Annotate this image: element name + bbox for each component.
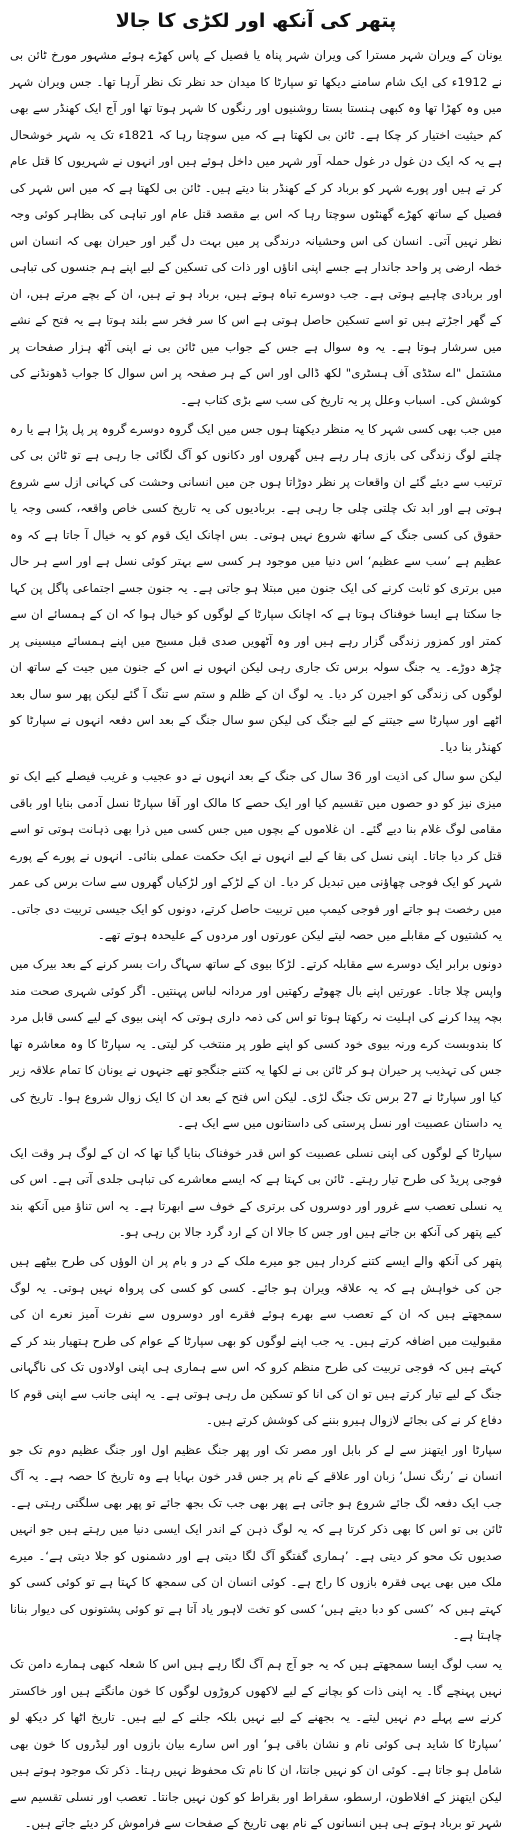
- paragraph-2: میں جب بھی کسی شہر کا یہ منظر دیکھتا ہوں جس میں ایک گروہ دوسرے گروہ پر پل پڑا ہے یا رہ چلتے لوگ زندگی کی بازی ہار رہے ہیں گھروں اور دکانوں کو آگ لگائی جا رہی ہے تو ٹائن بی کی ترتیب سے دیئے گئے ان واقعات پر نظر دوڑاتا ہوں جن میں انسانی وحشت کی کہانی ازل سے شروع ہوتی ہے اور ابد تک چلتی چلی جا رہی ہے۔ بربادیوں کی یہ تاریخ کسی خاص واقعہ، کسی وجہ یا حقوق کی کسی جنگ کے ساتھ شروع نہیں ہوتی۔ بس اچانک ایک قوم کو یہ خیال آ جاتا ہے کہ وہ عظیم ہے ’سب سے عظیم‘ اس دنیا میں موجود ہر کسی سے بہتر کوئی نسل ہے اور اسے ہر حال میں برتری کو ثابت کرنے کی ایک جنون میں مبتلا ہو جاتی ہے۔ یہ جنون جسے اجتماعی پاگل پن کہا جا سکتا ہے ایسا خوفناک ہوتا ہے کہ اچانک سپارٹا کے لوگوں کو خیال ہوا کہ ان کے ہمسائے ان سے کمتر اور کمزور زندگی گزار رہے ہیں اور وہ آٹھویں صدی قبل مسیح میں اپنے ہمسائے میسینی پر چڑھ دوڑے۔ یہ جنگ سولہ برس تک جاری رہی لیکن انہوں نے اس کے جنون میں جیت کے ساتھ ان لوگوں کی زندگی کو اجیرن کر دیا۔ یہ لوگ ان کے ظلم و ستم سے تنگ آ گئے لیکن پھر سو سال بعد اٹھے اور سپارٹا سے جیتنے کے لیے جنگ کی لیکن سو سال جنگ کے بعد اس دفعہ انہوں نے سپارٹا کو کھنڈر بنا دیا۔: [10, 421, 502, 754]
- paragraph-5: سپارٹا کے لوگوں کی اپنی نسلی عصبیت کو اس قدر خوفناک بنایا گیا تھا کہ ان کے لوگ ہر وقت ایک فوجی پریڈ کی طرح تیار رہتے۔ ٹائن بی کہتا ہے کہ ایسے معاشرے کی تباہی جلدی آتی ہے۔ اس کی یہ نسلی تعصب سے غرور اور دوسروں کی برتری کے خوف سے ابھرتا ہے۔ یہ اس تناؤ میں آنکھ بند کیے پتھر کی آنکھ بن جاتے ہیں اور جس کا جالا ان کے ارد گرد جالا بن رہی ہو۔: [10, 1145, 502, 1240]
- paragraph-7: سپارٹا اور ایتھنز سے لے کر بابل اور مصر تک اور پھر جنگ عظیم اول اور جنگ عظیم دوم تک جو انسان نے ’رنگ نسل‘ زبان اور علاقے کے نام پر جس قدر خون بہایا ہے وہ تاریخ کا حصہ ہے۔ یہ آگ جب ایک دفعہ لگ جائے شروع ہو جاتی ہے پھر بھی جب تک بجھ جائے تو پھر بھی سلگتی رہتی ہے۔ ٹائن بی تو اس کا بھی ذکر کرتا ہے کہ یہ لوگ ذہن کے اندر ایک ایسی دنیا میں رہتے ہیں جو انہیں صدیوں تک محو کر دیتی ہے۔ ’ہماری گفتگو آگ لگا دیتی ہے اور دشمنوں کو جلا دیتی ہے‘۔ میرے ملک میں بھی یہی فقرہ بازوں کا راج ہے۔ کوئی انسان ان کی سمجھ کا کہتا ہے تو کوئی کسی کو کہتے ہیں کہ ’کسی کو دبا دیتے ہیں‘ کسی کو تخت لاہور یاد آتا ہے تو کوئی پشتونوں کی دیوار بنانا چاہتا ہے۔: [10, 1442, 502, 1643]
- article-title: پتھر کی آنکھ اور لکڑی کا جالا: [115, 10, 397, 32]
- article-body: [10, 42, 502, 1837]
- paragraph-4: دونوں برابر ایک دوسرے سے مقابلہ کرتے۔ لڑکا بیوی کے ساتھ سہاگ رات بسر کرنے کے بعد بیرک میں واپس چلا جاتا۔ عورتیں اپنے بال چھوٹے رکھتیں اور مردانہ لباس پہنتیں۔ اگر کوئی شہری صحت مند بچہ پیدا کرنے کی اہلیت نہ رکھتا ہوتا تو اس کی ذمہ داری ہوتی کہ اپنی بیوی کے لیے کسی قابل مرد کا بندوبست کرے ورنہ بیوی خود کسی کو اپنے طور پر منتخب کر لیتی۔ یہ سپارٹا کا وہ معاشرہ تھا جس کی تہذیب پر حیران ہو کر ٹائن بی نے لکھا یہ کتنے جنگجو تھے جنہوں نے یونان کا تمام علاقہ زیر کیا اور سپارٹا نے 27 برس تک جنگ لڑی۔ لیکن اس فتح کے بعد ان کا ایک زوال شروع ہوا۔ تاریخ کی یہ داستان عصبیت اور نسل پرستی کی داستانوں میں سے ایک ہے۔: [10, 957, 502, 1131]
- paragraph-3: لیکن سو سال کی اذیت اور 36 سال کی جنگ کے بعد انہوں نے دو عجیب و غریب فیصلے کیے ایک تو میزی نیز کو دو حصوں میں تقسیم کیا اور ایک حصے کا مالک اور آقا سپارٹا نسل آدمی بنایا اور باقی مقامی لوگ غلام بنا دیے گئے۔ ان غلاموں کے بچوں میں جس کسی میں ذرا بھی ذہانت ہوتی تو اسے قتل کر دیا جاتا۔ اپنی نسل کی بقا کے لیے انہوں نے ایک حکمت عملی بنائی۔ انہوں نے پورے کے پورے شہر کو ایک فوجی چھاؤنی میں تبدیل کر دیا۔ ان کے لڑکے اور لڑکیاں گھروں سے سات برس کی عمر میں رخصت ہو جاتے اور فوجی کیمپ میں تربیت حاصل کرتے، دونوں کو ایک جیسی تربیت دی جاتی۔ یہ کشتیوں کے مقابلے میں حصہ لیتے لیکن عورتوں اور مردوں کے علیحدہ ہوتے تھے۔: [10, 769, 502, 943]
- paragraph-6: پتھر کی آنکھ والے ایسے کتنے کردار ہیں جو میرے ملک کے در و بام پر ان الوؤں کی طرح بیٹھے ہیں جن کی خواہش ہے کہ یہ علاقہ ویران ہو جائے۔ کسی کو کسی کی پرواہ نہیں ہوتی۔ یہ لوگ سمجھتے ہیں کہ ان کے تعصب سے بھرے ہوئے فقرے اور دوسروں سے نفرت آمیز نعرے ان کی مقبولیت میں اضافہ کرتے ہیں۔ یہ جب اپنے لوگوں کو بھی سپارٹا کے عوام کی طرح ہتھیار بند کر کے کہتے ہیں کہ فوجی تربیت کی طرح منظم کرو کہ اس سے ہماری ہی اپنی اولادوں تک کی ناگہانی جنگ کے لیے تیار کرتے ہیں تو ان کی انا کو تسکین مل رہی ہوتی ہے۔ یہ اپنی جانب سے اپنی قوم کا دفاع کر نے کی بجائے لازوال ہیرو بننے کی کوشش کرتے ہیں۔: [10, 1254, 502, 1428]
- paragraph-1: یونان کے ویران شہر مسترا کی ویران شہر پناہ یا فصیل کے پاس کھڑے ہوئے مشہور مورخ ٹائن بی نے 1912ء کی ایک شام سامنے دیکھا تو سپارٹا کا میدان حد نظر تک نظر آرہا تھا۔ جس ویران شہر میں وہ کھڑا تھا وہ کبھی ہنستا بستا روشنیوں اور رنگوں کا شہر ہوتا تھا اور آج ایک کھنڈر سے بھی کم حیثیت اختیار کر چکا ہے۔ ٹائن بی لکھتا ہے کہ میں سوچتا رہا کہ 1821ء تک یہ شہر خوشحال ہے یہ کہ ایک دن غول در غول حملہ آور شہر میں داخل ہوئے ہیں اور انہوں نے شہریوں کا قتل عام کر تے ہیں اور پورے شہر کو برباد کر کے کھنڈر بنا دیتے ہیں۔ ٹائن بی لکھتا ہے کہ میں اس شہر کی فصیل کے ساتھ کھڑے گھنٹوں سوچتا رہا کہ اس بے مقصد قتل عام اور تباہی کی بظاہر کوئی وجہ نظر نہیں آتی۔ انسان کی اس وحشیانہ درندگی پر میں بہت دل گیر اور حیران بھی کہ انسان اس خطہ ارضی پر واحد جاندار ہے جسے اپنی اناؤں اور ذات کی تسکین کے لیے اپنے ہم جنسوں کی تباہی اور بربادی چاہیے ہوتی ہے۔ جب دوسرے تباہ ہوتے ہیں، برباد ہو تے ہیں، ان کے بچے مرتے ہیں، ان کے گھر اجڑتے ہیں تو اسے تسکین حاصل ہوتی ہے اس کا سر فخر سے بلند ہوتا ہے یہ فتح کے نشے میں سرشار ہوتا ہے۔ یہ وہ سوال ہے جس کے جواب میں ٹائن بی نے اپنی آٹھ ہزار صفحات پر مشتمل "اے سٹڈی آف ہسٹری" لکھ ڈالی اور اس کے ہر صفحہ پر اس سوال کا جواب ڈھونڈنے کی کوشش کی۔ اسباب وعلل پر یہ تاریخ کی سب سے بڑی کتاب ہے۔: [10, 48, 502, 407]
- paragraph-8: یہ سب لوگ ایسا سمجھتے ہیں کہ یہ جو آج ہم آگ لگا رہے ہیں اس کا شعلہ کبھی ہمارے دامن تک نہیں پہنچے گا۔ یہ اپنی ذات کو بچانے کے لیے لاکھوں کروڑوں لوگوں کا خون مانگتے ہیں اور خاکستر کرنے سے پہلے دم نہیں لیتے۔ یہ بجھنے کے لیے نہیں بلکہ جلنے کے لیے ہیں۔ تاریخ اٹھا کر دیکھ لو ’سپارٹا کا شاید ہی کوئی نام و نشان باقی ہو‘ اور اس سارے بیان بازوں اور لیڈروں کا خون بھی شامل ہو جاتا ہے۔ کوئی ان کو نہیں جانتا، ان کا نام تک محفوظ نہیں رہتا۔ ذکر تک موجود ہوتے ہیں لیکن ایتھنز کے افلاطون، ارسطو، سقراط اور بقراط کو کون نہیں جانتا۔ تعصب اور نسلی تقسیم سے شہر تو برباد ہوتے ہی ہیں انسانوں کے نام بھی تاریخ کے صفحات سے فراموش کر دیئے جاتے ہیں۔: [9, 1657, 502, 1831]
